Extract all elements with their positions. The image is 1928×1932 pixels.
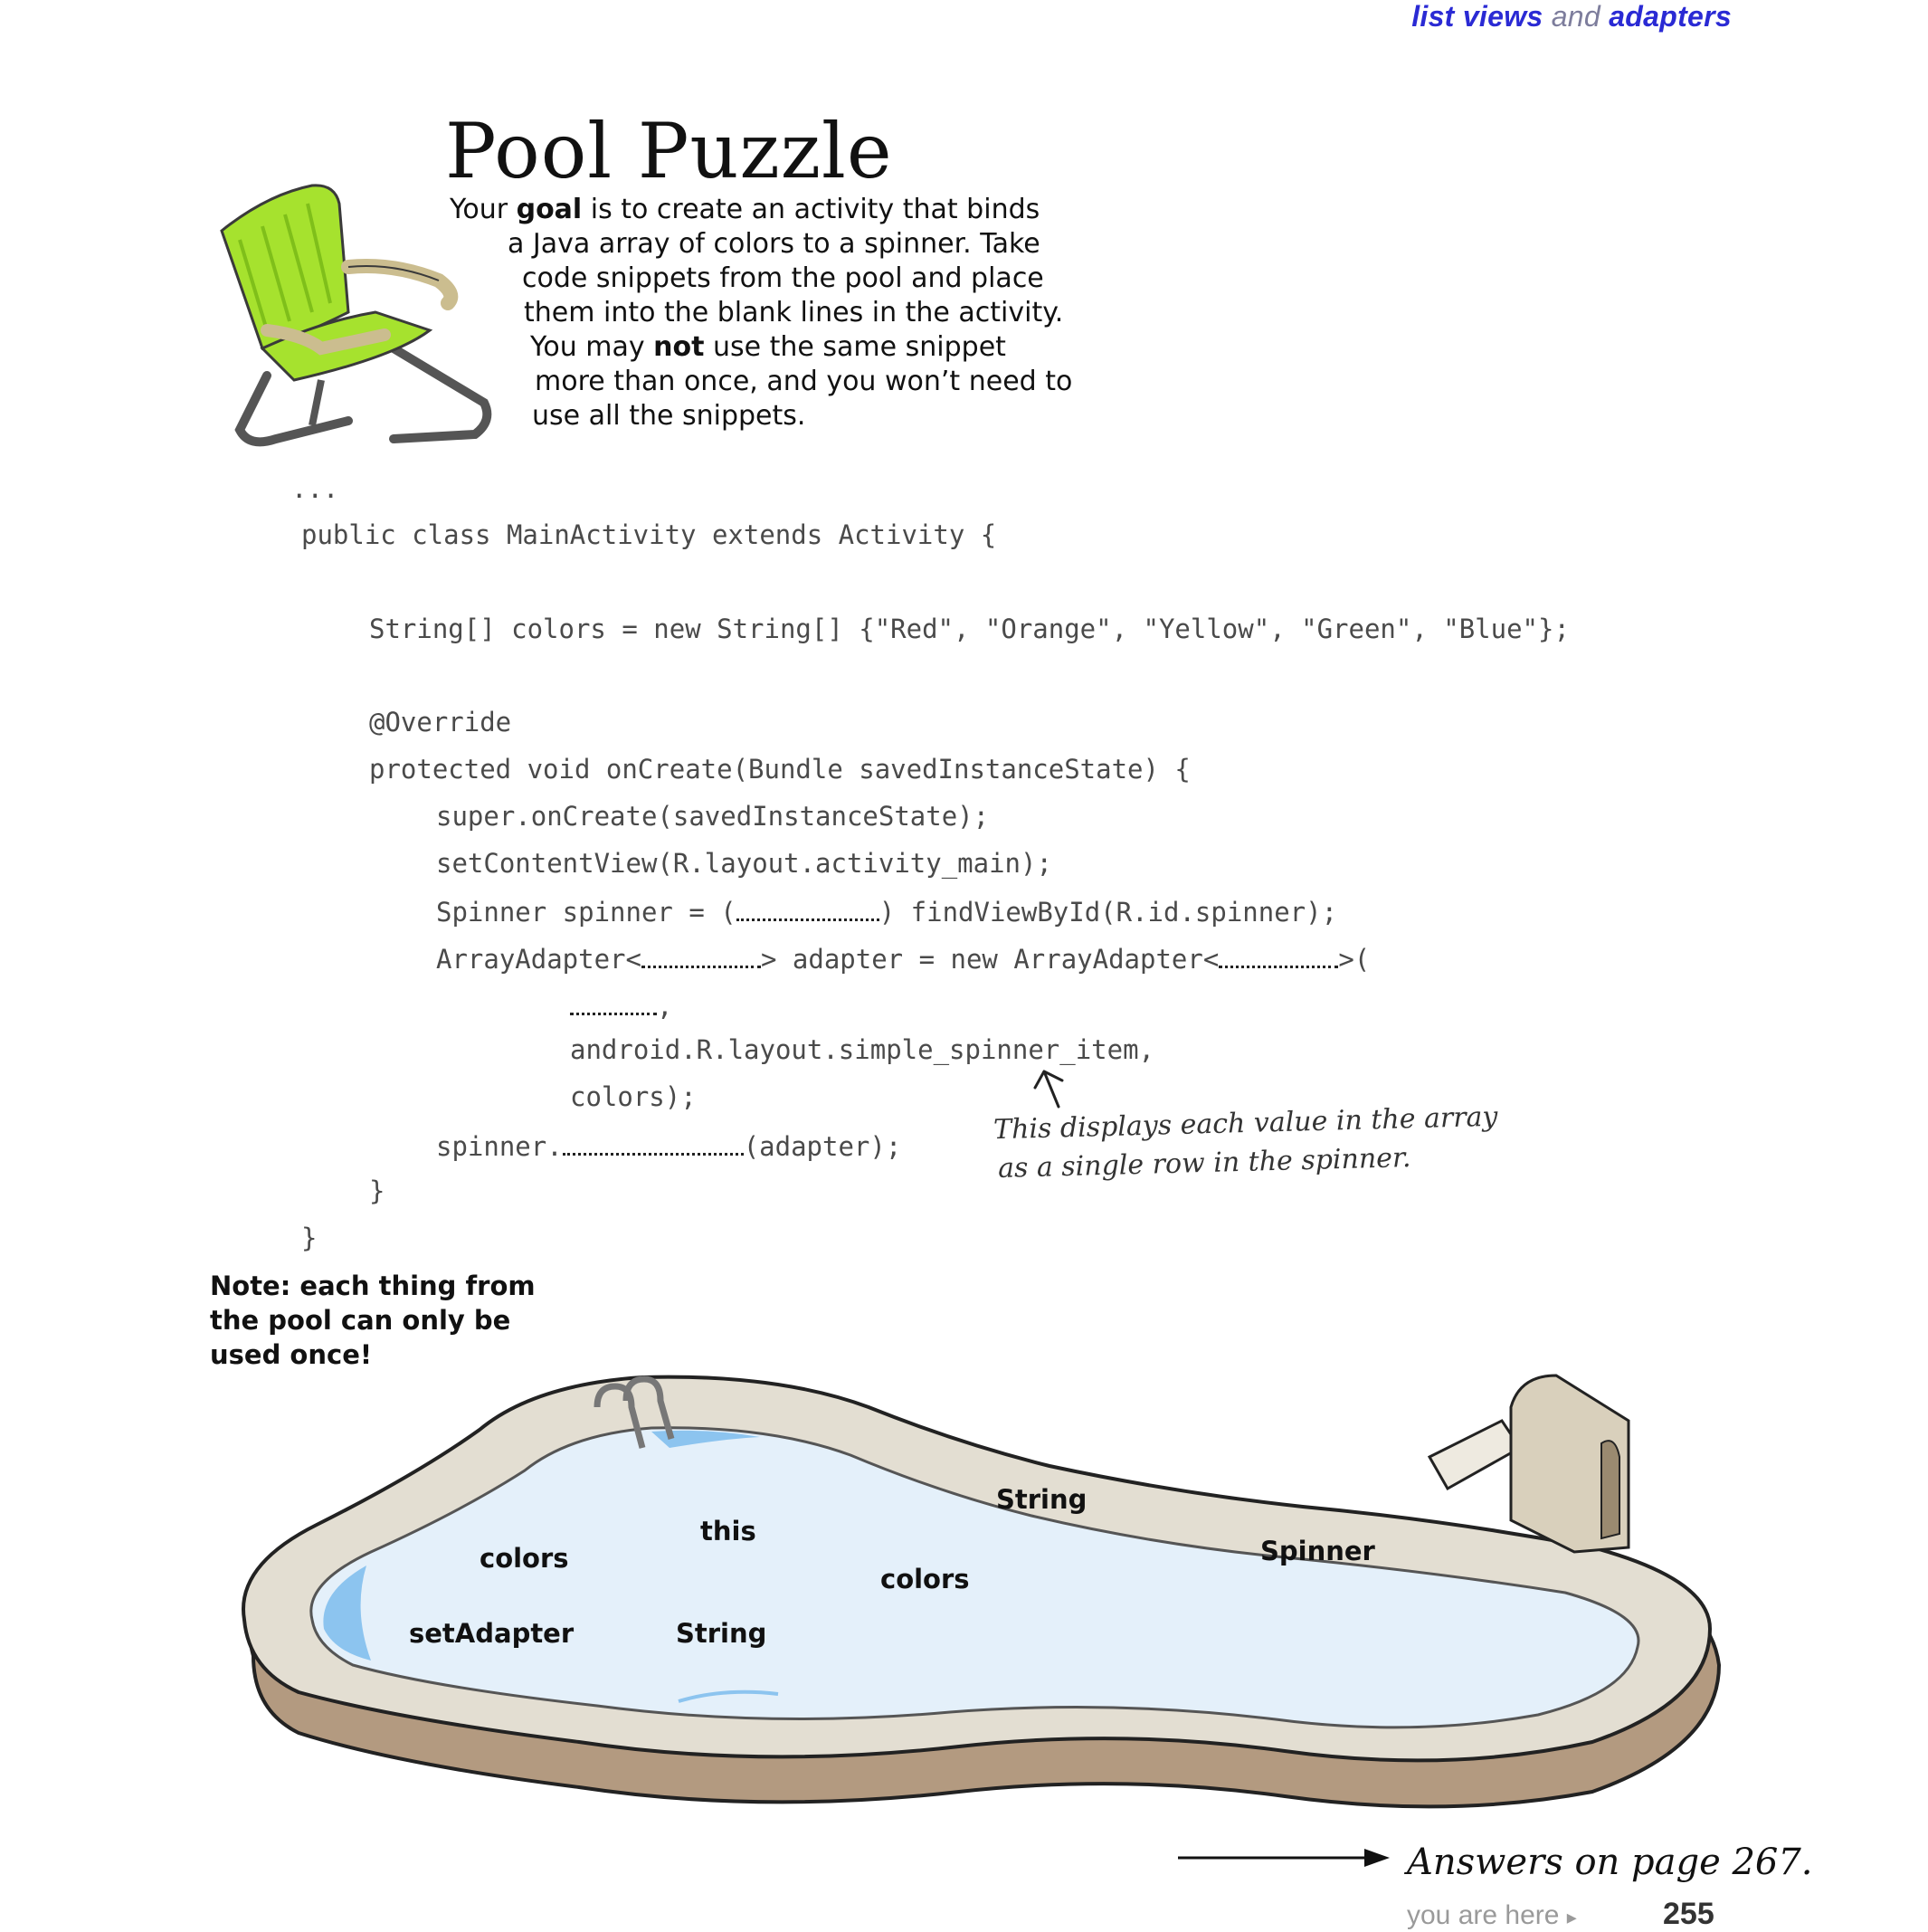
annotation-line-1: This displays each value in the array [992,1100,1498,1147]
blank-adapter-type-left[interactable] [641,940,761,968]
blank-spinner-cast[interactable] [736,893,879,921]
code-set-content-view: setContentView(R.layout.activity_main); [436,848,1052,879]
code-class-declaration: public class MainActivity extends Activity { [301,519,997,550]
pool-snippet[interactable]: String [996,1484,1087,1515]
code-set-adapter-line: spinner. (adapter); [436,1128,901,1163]
blank-adapter-context[interactable] [570,987,657,1015]
blank-adapter-type-right[interactable] [1219,940,1338,968]
intro-goal-emphasis: goal [516,194,583,225]
pool-snippet[interactable]: setAdapter [409,1618,575,1649]
intro-line-2: a Java array of colors to a spinner. Take [508,228,1040,260]
page-title: Pool Puzzle [445,107,893,195]
answers-reference: Answers on page 267. [1407,1842,1813,1883]
code-oncreate-signature: protected void onCreate(Bundle savedInstanceState) { [369,754,1191,785]
code-spinner-line: Spinner spinner = ( ) findViewById(R.id.spinner); [436,893,1337,928]
intro-not-emphasis: not [653,331,705,363]
pool-note: Note: each thing from the pool can only be used once! [210,1271,536,1370]
intro-line-3: code snippets from the pool and place [522,262,1044,294]
header-part1: list views [1411,0,1543,33]
intro-line-6: more than once, and you won’t need to [535,366,1073,397]
code-super-call: super.onCreate(savedInstanceState); [436,801,990,832]
code-colors-argument: colors); [570,1081,697,1112]
header-joiner: and [1551,0,1600,33]
code-ellipsis: ... [291,473,339,504]
intro-line-1: Your goal is to create an activity that binds [450,194,1040,225]
you-are-here-label: you are here ▸ [1407,1900,1577,1930]
pool-snippet[interactable]: colors [480,1543,569,1574]
annotation-arrow-icon [1031,1066,1077,1111]
pool-snippet[interactable]: colors [880,1564,970,1594]
swimming-pool-illustration [217,1321,1737,1828]
code-override: @Override [369,707,512,738]
blank-set-adapter-method[interactable] [563,1128,744,1156]
answers-arrow-icon [1176,1844,1393,1871]
intro-line-4: them into the blank lines in the activity. [524,297,1064,328]
intro-line-7: use all the snippets. [532,400,806,432]
pool-snippet[interactable]: String [676,1618,767,1649]
header-part2: adapters [1609,0,1732,33]
running-header [1176,0,1732,33]
pool-snippet[interactable]: this [700,1516,756,1547]
code-adapter-line: ArrayAdapter< > adapter = new ArrayAdapter< >( [436,940,1370,976]
triangle-right-icon: ▸ [1566,1906,1577,1928]
code-colors-array: String[] colors = new String[] {"Red", "Orange", "Yellow", "Green", "Blue"}; [369,614,1570,644]
code-adapter-context-line: , [570,987,672,1023]
intro-line-5: You may not use the same snippet [530,331,1006,363]
page-number: 255 [1663,1897,1714,1931]
code-layout-argument: android.R.layout.simple_spinner_item, [570,1034,1155,1065]
code-close-method: } [369,1175,385,1206]
code-close-class: } [301,1223,318,1253]
pool-snippet[interactable]: Spinner [1260,1536,1375,1566]
annotation-line-2: as a single row in the spinner. [997,1142,1411,1185]
